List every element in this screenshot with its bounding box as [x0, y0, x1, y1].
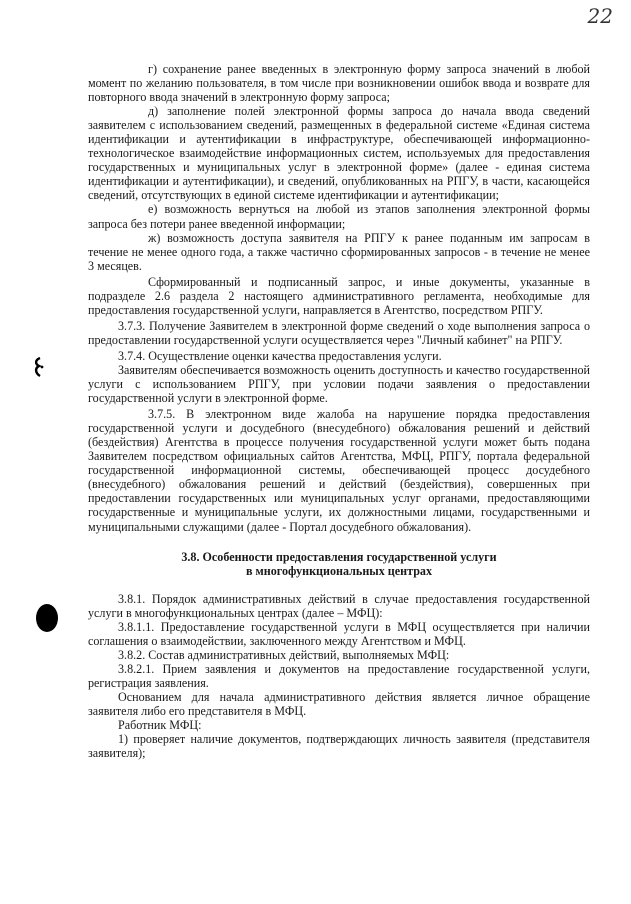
section-heading-3-8: [88, 550, 590, 578]
paragraph-zh: ж) возможность доступа заявителя на РПГУ к ранее поданным им запросам в течение не менее одного года, а также частично сформированных запросов - в течение не менее 3 месяцев.: [88, 230, 590, 273]
paragraph-3-7-5: 3.7.5. В электронном виде жалоба на нарушение порядка предоставления государственной услуги и досудебного (внесудебного) обжалования решений и действий (бездействия) Агентства в процессе получения государственной услуги может быть подана Заявителем посредством официальных сайтов Агентства, МФЦ, РПГУ, портала федеральной государственной информационной системы, обеспечивающей процесс досудебного (внесудебного) обжалования решений и действий (бездействия), совершенных при предоставлении государственных или муниципальных услуг органами, предоставляющими государственные и муниципальные услуги, их должностными лицами, государственными и муниципальными служащими (далее - Портал досудебного обжалования).: [88, 407, 590, 534]
paragraph-3-8-1-1: 3.8.1.1. Предоставление государственной услуги в МФЦ осуществляется при наличии соглашения о взаимодействии, заключенного между Агентством и МФЦ.: [88, 619, 590, 648]
paragraph-g: г) сохранение ранее введенных в электронную форму запроса значений в любой момент по желанию пользователя, в том числе при возникновении ошибок ввода и возврате для повторного ввода значений в электронную форму запроса;: [88, 62, 590, 105]
paragraph-3-7-3: 3.7.3. Получение Заявителем в электронной форме сведений о ходе выполнения запроса о предоставлении государственной услуги осуществляется через "Личный кабинет" на РПГУ.: [88, 318, 590, 347]
section-heading-line-1: 3.8. Особенности предоставления государственной услуги: [181, 549, 497, 564]
document-body: [88, 62, 590, 760]
paragraph-3-8-2: 3.8.2. Состав административных действий, выполняемых МФЦ:: [118, 647, 450, 662]
binding-hole-mark: [34, 356, 44, 378]
paragraph-quality-assessment: Заявителям обеспечивается возможность оценить доступность и качество государственной услуги с использованием РПГУ, при условии подачи заявления о предоставлении государственной услуги в электронной форме.: [88, 362, 590, 406]
section-heading-line-2: в многофункциональных центрах: [245, 563, 433, 578]
page-number: 22: [587, 4, 613, 28]
paragraph-e: е) возможность вернуться на любой из этапов заполнения электронной формы запроса без потери ранее введенной информации;: [88, 202, 590, 231]
paragraph-3-8-2-1: 3.8.2.1. Прием заявления и документов на предоставление государственной услуги, регистрация заявления.: [88, 661, 590, 690]
paragraph-signed-request: Сформированный и подписанный запрос, и иные документы, указанные в подразделе 2.6 раздела 2 настоящего административного регламента, необходимые для предоставления государственной услуги, направляется в Агентство, посредством РПГУ.: [88, 274, 590, 317]
paragraph-d: д) заполнение полей электронной формы запроса до начала ввода сведений заявителем с использованием сведений, размещенных в федеральной системе «Единая система идентификации и аутентификации в инфраструктуре, обеспечивающей информационно-технологическое взаимодействие информационных систем, используемых для предоставления государственных и муниципальных услуг в электронной форме» (далее - единая система идентификации и аутентификации), и сведений, опубликованных на РПГУ, в части, касающейся сведений, отсутствующих в единой системе идентификации и аутентификации;: [88, 104, 590, 203]
paragraph-basis: Основанием для начала административного действия является личное обращение заявителя либо его представителя в МФЦ.: [88, 689, 590, 719]
paragraph-mfc-worker: Работник МФЦ:: [118, 718, 202, 733]
binding-hole: [36, 604, 58, 632]
paragraph-3-8-1: 3.8.1. Порядок административных действий в случае предоставления государственной услуги в многофункциональных центрах (далее – МФЦ):: [88, 591, 590, 620]
paragraph-item-1: 1) проверяет наличие документов, подтверждающих личность заявителя (представителя заявителя);: [88, 732, 590, 761]
paragraph-3-7-4: 3.7.4. Осуществление оценки качества предоставления услуги.: [118, 348, 442, 363]
